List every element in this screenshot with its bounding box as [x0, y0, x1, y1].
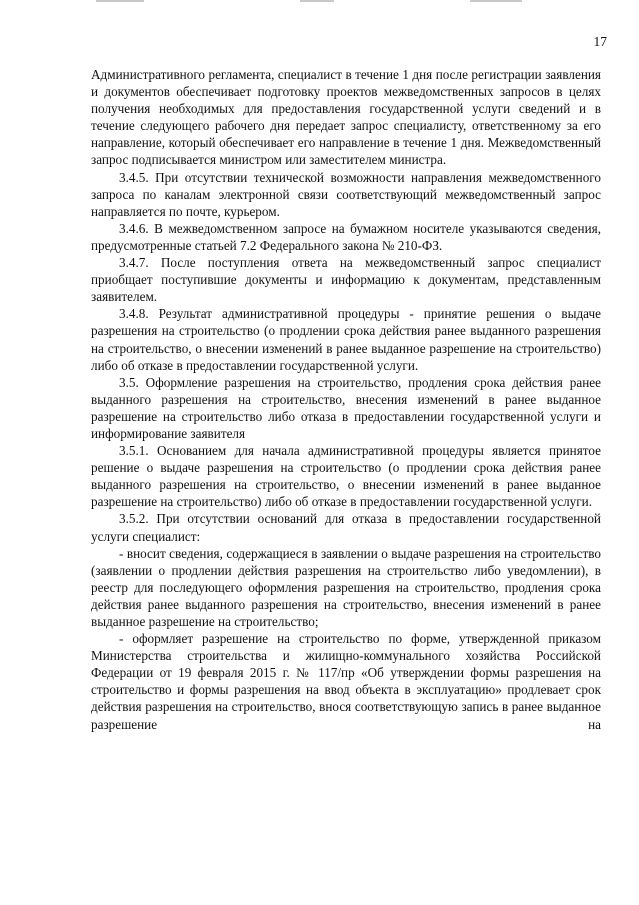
section-heading-3-5: 3.5. Оформление разрешения на строительство, продления срока действия ранее выданного разрешения на строительство, внесения изменений в ранее выданное разрешение на строительство либо отказа в предоставлении государственной услуги и информирование заявителя: [91, 374, 601, 441]
paragraph-continuation: Административного регламента, специалист в течение 1 дня после регистрации заявления и документов обеспечивает подготовку проектов межведомственных запросов в целях получения необходимых для предоставления государственной услуги сведений и в течение следующего рабочего дня передает запрос специалисту, ответственному за его направление, который обеспечивает его направление в течение 1 дня. Межведомственный запрос подписывается министром или заместителем министра.: [91, 67, 601, 168]
scan-top-marks: [0, 0, 639, 6]
document-body: [91, 66, 601, 733]
paragraph-3-4-5: 3.4.5. При отсутствии технической возможности направления межведомственного запроса по каналам электронной связи соответствующий межведомственный запрос направляется по почте, курьером.: [91, 169, 601, 219]
paragraph-3-5-2: 3.5.2. При отсутствии оснований для отказа в предоставлении государственной услуги специалист:: [91, 511, 601, 544]
paragraph-3-4-8: 3.4.8. Результат административной процедуры - принятие решения о выдаче разрешения на строительство (о продлении срока действия ранее выданного разрешения на строительство, о внесении изменений в ранее выданное разрешение на строительство) либо об отказе в предоставлении государственной услуги.: [91, 306, 601, 373]
paragraph-3-4-7: 3.4.7. После поступления ответа на межведомственный запрос специалист приобщает поступившие документы и информацию к документам, представленным заявителем.: [91, 255, 601, 305]
page-number: 17: [593, 34, 607, 49]
list-item-registry: - вносит сведения, содержащиеся в заявлении о выдаче разрешения на строительство (заявлении о продлении действия разрешения на строительство либо уведомлении), в реестр для последующего оформления разрешения на строительство, продления срока действия ранее выданного разрешения на строительство, внесения изменений в ранее выданное разрешение на строительство;: [91, 545, 601, 629]
paragraph-3-5-1: 3.5.1. Основанием для начала административной процедуры является принятое решение о выдаче разрешения на строительство (о продлении срока действия ранее выданного разрешения на строительство, о внесении изменений в ранее выданное разрешение на строительство) либо об отказе в предоставлении государственной услуги.: [91, 443, 601, 510]
paragraph-3-4-6: 3.4.6. В межведомственном запросе на бумажном носителе указываются сведения, предусмотренные статьей 7.2 Федерального закона № 210-ФЗ.: [91, 220, 601, 253]
list-item-permit-form: - оформляет разрешение на строительство по форме, утвержденной приказом Министерства строительства и жилищно-коммунального хозяйства Российской Федерации от 19 февраля 2015 г. № 117/пр «Об утверждении формы разрешения на строительство и формы разрешения на ввод объекта в эксплуатацию» продлевает срок действия разрешения на строительство, внося соответствующую запись в ранее выданное разрешение на: [91, 631, 601, 732]
